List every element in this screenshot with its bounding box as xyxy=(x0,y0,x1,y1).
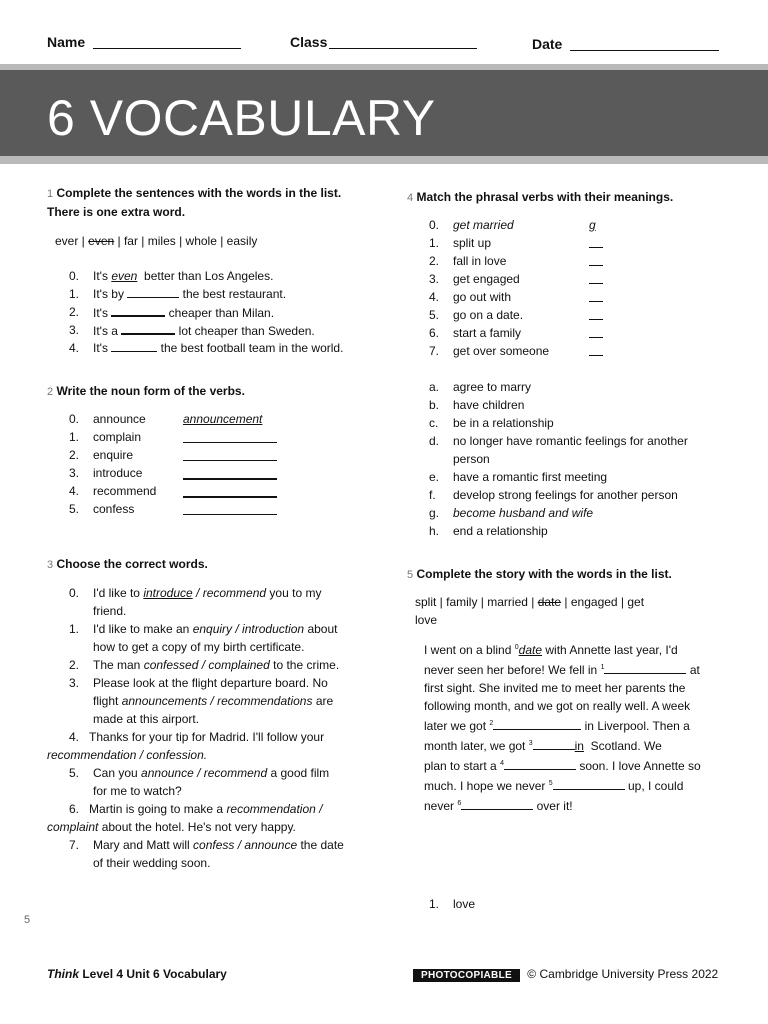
answer-blank[interactable] xyxy=(589,283,603,284)
item-number: 4. xyxy=(429,290,440,304)
exercise-1-items xyxy=(69,267,377,357)
story-text-part: with Annette last year, I'd xyxy=(545,643,678,657)
item-text xyxy=(93,285,286,303)
item-text xyxy=(93,584,377,620)
list-item xyxy=(69,584,377,620)
story-text-part: much. I hope we never xyxy=(424,779,546,793)
page-number: 5 xyxy=(24,914,31,926)
item-text xyxy=(93,303,274,322)
item-number: 4. xyxy=(69,730,80,744)
answer-blank[interactable] xyxy=(183,514,277,515)
item-text-part: flight xyxy=(93,694,119,708)
used-word: even xyxy=(88,234,115,248)
list-item xyxy=(69,428,377,446)
gap-number: 1 xyxy=(600,664,605,671)
footer-copyright xyxy=(413,967,718,982)
item-text xyxy=(93,764,377,800)
phrasal-verb: start a family xyxy=(453,326,522,340)
list-item xyxy=(69,267,377,285)
book-name: Think xyxy=(47,967,79,981)
item-number: 0. xyxy=(69,269,80,283)
exercise-2-instruction: Write the noun form of the verbs. xyxy=(56,384,245,398)
option[interactable]: enquiry / introduction xyxy=(192,622,305,636)
item-text xyxy=(93,836,377,872)
answer-blank[interactable] xyxy=(589,301,603,302)
exercise-2-items xyxy=(69,410,377,518)
verb: complain xyxy=(93,430,142,444)
name-label: Name xyxy=(47,34,86,50)
list-item xyxy=(69,446,377,464)
exercise-4-instruction: Match the phrasal verbs with their meanings. xyxy=(416,190,674,204)
meanings-list xyxy=(429,378,737,540)
list-item xyxy=(429,895,717,913)
item-text-part: I'd like to make an xyxy=(93,622,190,636)
item-text-part: Can you xyxy=(93,766,138,780)
option[interactable]: recommendation / confession. xyxy=(47,748,208,762)
item-number: 6. xyxy=(69,802,80,816)
story-line xyxy=(424,659,717,679)
item-text-part: Martin is going to make a xyxy=(89,802,224,816)
list-item xyxy=(429,216,737,234)
verb: introduce xyxy=(93,466,143,480)
verb: enquire xyxy=(93,448,134,462)
item-text xyxy=(93,321,315,340)
list-item xyxy=(429,414,737,432)
story-line: following month, and we got on really well. A week xyxy=(424,699,691,713)
answer-blank[interactable] xyxy=(183,442,277,443)
story-text-part: never seen her before! We fell in xyxy=(424,663,598,677)
date-field[interactable] xyxy=(570,50,719,51)
book-unit: Level 4 Unit 6 Vocabulary xyxy=(82,967,227,981)
option[interactable]: recommendation / xyxy=(226,802,323,816)
option[interactable]: complaint xyxy=(47,820,99,834)
header-fields xyxy=(0,32,768,56)
list-item xyxy=(47,800,377,836)
example-answer: announcement xyxy=(183,412,263,426)
list-item xyxy=(429,396,737,414)
item-number: 0. xyxy=(69,586,80,600)
exercise-3-instruction: Choose the correct words. xyxy=(56,557,208,571)
item-number: 2. xyxy=(69,305,80,319)
phrasal-verb: split up xyxy=(453,236,492,250)
story-text-part: month later, we got xyxy=(424,739,526,753)
list-item xyxy=(69,303,377,321)
story-text-part: up, I could xyxy=(628,779,684,793)
item-number: 5. xyxy=(429,308,440,322)
meaning: have children xyxy=(453,398,525,412)
class-label: Class xyxy=(290,34,328,50)
item-suffix: cheaper than Milan. xyxy=(168,306,275,320)
item-letter: h. xyxy=(429,524,440,538)
item-text-part: friend. xyxy=(93,604,127,618)
item-number: 7. xyxy=(429,344,440,358)
answer-blank[interactable] xyxy=(533,737,575,750)
item-number: 1. xyxy=(69,622,80,636)
exercise-1-instruction-line2: There is one extra word. xyxy=(47,205,186,219)
gap-number: 3 xyxy=(528,740,533,747)
phrasal-verb: go on a date. xyxy=(453,308,524,322)
exercise-1-wordlist xyxy=(55,232,377,250)
exercise-4-title xyxy=(407,188,737,207)
exercise-5-wordlist xyxy=(415,593,717,629)
story-line xyxy=(424,639,717,659)
photocopiable-badge: PHOTOCOPIABLE xyxy=(413,969,520,982)
answer-blank[interactable] xyxy=(183,478,277,480)
phrasal-verb: go out with xyxy=(453,290,512,304)
item-text-part: about xyxy=(307,622,338,636)
word-list-text: split | family | married | xyxy=(415,595,535,609)
exercise-2-title xyxy=(47,382,377,401)
word-list-text: | far | miles | whole | easily xyxy=(117,234,258,248)
item-number: 3. xyxy=(69,466,80,480)
list-item xyxy=(69,285,377,303)
item-text-part: are xyxy=(315,694,334,708)
item-suffix: better than Los Angeles. xyxy=(144,269,274,283)
list-item xyxy=(429,468,737,486)
footer-book-title xyxy=(47,967,227,981)
list-item xyxy=(429,342,737,360)
phrasal-verb: fall in love xyxy=(453,254,507,268)
exercise-3-title xyxy=(47,555,377,574)
story-line xyxy=(424,715,717,735)
list-item xyxy=(69,339,377,357)
list-item xyxy=(429,486,737,504)
answer-blank[interactable] xyxy=(493,717,581,730)
item-text-part: about the hotel. He's not very happy. xyxy=(101,820,296,834)
word-list-text: love xyxy=(415,613,438,627)
item-prefix: It's xyxy=(93,269,108,283)
meaning: become husband and wife xyxy=(453,506,594,520)
item-suffix: the best football team in the world. xyxy=(160,341,344,355)
answer-blank[interactable] xyxy=(553,777,625,790)
item-suffix: the best restaurant. xyxy=(182,287,287,301)
exercise-4 xyxy=(407,188,737,540)
word-list-text: ever | xyxy=(55,234,85,248)
item-number: 1. xyxy=(429,897,440,911)
list-item xyxy=(69,500,377,518)
answer-blank[interactable] xyxy=(461,797,533,810)
story-line xyxy=(424,795,717,815)
item-text-part: to the crime. xyxy=(273,658,340,672)
banner-stripe-bottom xyxy=(0,156,768,164)
answer-blank[interactable] xyxy=(604,661,686,674)
exercise-number: 3 xyxy=(47,559,54,571)
item-text-part: how to get a copy of my birth certificate. xyxy=(93,640,305,654)
answer-blank[interactable] xyxy=(111,339,157,352)
example-answer: g xyxy=(589,218,596,232)
answer-blank[interactable] xyxy=(183,460,277,461)
list-item xyxy=(429,270,737,288)
list-item xyxy=(69,410,377,428)
name-field[interactable] xyxy=(93,48,241,49)
list-item xyxy=(69,656,377,674)
item-letter: d. xyxy=(429,434,440,448)
list-item xyxy=(69,836,377,872)
answer-blank[interactable] xyxy=(589,319,603,320)
phrasal-verb-list xyxy=(429,216,737,360)
answer-blank[interactable] xyxy=(127,285,179,298)
item-letter: a. xyxy=(429,380,440,394)
list-item xyxy=(429,522,737,540)
list-item xyxy=(429,378,737,396)
list-item xyxy=(429,234,737,252)
answer-text: love xyxy=(453,897,476,911)
answer-blank[interactable] xyxy=(589,265,603,266)
story-text-part: at xyxy=(689,663,700,677)
exercise-number: 2 xyxy=(47,386,54,398)
option[interactable]: announce / recommend xyxy=(141,766,268,780)
item-text xyxy=(93,267,273,285)
meaning-continued: person xyxy=(453,452,490,466)
item-number: 3. xyxy=(69,323,80,337)
item-letter: e. xyxy=(429,470,440,484)
item-suffix: lot cheaper than Sweden. xyxy=(178,324,315,338)
item-number: 1. xyxy=(429,236,440,250)
item-text-part: Please look at the flight departure board. No xyxy=(93,676,328,690)
list-item xyxy=(429,324,737,342)
item-text xyxy=(47,818,377,836)
list-item xyxy=(429,504,737,522)
item-prefix: It's xyxy=(93,341,108,355)
list-item xyxy=(429,252,737,270)
page-title: 6 VOCABULARY xyxy=(47,90,436,146)
phrasal-verb: get engaged xyxy=(453,272,520,286)
exercise-number: 1 xyxy=(47,188,54,200)
option[interactable]: confessed / complained xyxy=(143,658,270,672)
list-item xyxy=(429,306,737,324)
meaning: develop strong feelings for another person xyxy=(453,488,678,502)
item-prefix: It's xyxy=(93,306,108,320)
item-text-part: made at this airport. xyxy=(93,712,200,726)
title-banner xyxy=(0,70,768,156)
exercise-5-instruction: Complete the story with the words in the list. xyxy=(416,567,672,581)
item-text xyxy=(93,674,377,728)
story-line xyxy=(424,775,717,795)
story-text-part: plan to start a xyxy=(424,759,497,773)
list-item xyxy=(47,728,377,764)
item-letter: b. xyxy=(429,398,440,412)
story-text-part: over it! xyxy=(536,799,573,813)
item-text-part: Thanks for your tip for Madrid. I'll follow your xyxy=(89,730,325,744)
meaning: no longer have romantic feelings for another xyxy=(453,434,688,448)
story-text-part: soon. I love Annette so xyxy=(579,759,701,773)
gap-number: 5 xyxy=(548,780,553,787)
answer-blank[interactable] xyxy=(121,321,175,335)
option[interactable]: confess / announce xyxy=(193,838,298,852)
item-text xyxy=(93,339,343,357)
item-text xyxy=(93,620,377,656)
gap-number: 2 xyxy=(489,720,494,727)
word-list-text: | engaged | get xyxy=(564,595,645,609)
item-prefix: It's by xyxy=(93,287,124,301)
list-item xyxy=(69,620,377,656)
exercise-1-instruction-line1: Complete the sentences with the words in the list. xyxy=(56,186,342,200)
gap-number: 0 xyxy=(514,644,519,651)
item-number: 2. xyxy=(69,448,80,462)
item-number: 3. xyxy=(69,676,80,690)
verb: announce xyxy=(93,412,146,426)
answer-blank[interactable] xyxy=(504,757,576,770)
item-text-part: you to my xyxy=(269,586,322,600)
option[interactable]: announcements / recommendations xyxy=(121,694,313,708)
item-letter: g. xyxy=(429,506,440,520)
exercise-5-title xyxy=(407,565,717,584)
item-text-part: a good film xyxy=(270,766,330,780)
verb: confess xyxy=(93,502,135,516)
example-answer: date xyxy=(518,643,543,657)
list-item xyxy=(69,674,377,728)
item-number: 6. xyxy=(429,326,440,340)
exercise-number: 4 xyxy=(407,192,414,204)
answer-blank[interactable] xyxy=(589,337,603,338)
item-number: 5. xyxy=(69,502,80,516)
story-text-part: in Liverpool. Then a xyxy=(584,719,690,733)
exercise-3-items xyxy=(47,584,377,872)
exercise-5 xyxy=(407,565,717,913)
list-item xyxy=(69,764,377,800)
item-letter: c. xyxy=(429,416,439,430)
story-text-part: never xyxy=(424,799,455,813)
item-text xyxy=(69,728,377,746)
item-number: 1. xyxy=(69,287,80,301)
item-text-part: I'd like to xyxy=(93,586,140,600)
gap-number: 6 xyxy=(457,800,462,807)
item-text-part: the date xyxy=(300,838,344,852)
story-text-part: later we got xyxy=(424,719,487,733)
story-text xyxy=(424,639,717,815)
list-item xyxy=(69,482,377,500)
exercise-number: 5 xyxy=(407,569,414,581)
item-text-part: for me to watch? xyxy=(93,784,182,798)
item-number: 0. xyxy=(429,218,440,232)
answer-blank[interactable] xyxy=(589,355,603,356)
gap-number: 4 xyxy=(500,760,504,767)
example-answer: even xyxy=(111,269,138,283)
story-line: first sight. She invited me to meet her parents the xyxy=(424,681,686,695)
item-text xyxy=(69,800,377,818)
answer-blank[interactable] xyxy=(183,496,277,498)
used-word: date xyxy=(537,595,562,609)
story-line xyxy=(424,755,717,775)
story-text-part: in xyxy=(574,739,584,753)
story-line xyxy=(424,735,717,755)
list-item xyxy=(69,321,377,339)
exercise-1 xyxy=(47,184,377,357)
answer-blank[interactable] xyxy=(111,303,165,317)
exercise-2 xyxy=(47,382,377,518)
meaning: have a romantic first meeting xyxy=(453,470,608,484)
story-text-part: I went on a blind xyxy=(424,643,512,657)
item-number: 2. xyxy=(429,254,440,268)
list-item xyxy=(69,464,377,482)
verb: recommend xyxy=(93,484,157,498)
item-number: 3. xyxy=(429,272,440,286)
item-prefix: It's a xyxy=(93,324,118,338)
item-number: 0. xyxy=(69,412,80,426)
option: / recommend xyxy=(196,586,267,600)
item-number: 4. xyxy=(69,341,80,355)
item-text-part: Mary and Matt will xyxy=(93,838,190,852)
story-text-part: Scotland. We xyxy=(590,739,662,753)
item-number: 7. xyxy=(69,838,80,852)
item-number: 1. xyxy=(69,430,80,444)
exercise-1-title xyxy=(47,184,377,221)
example-answer: introduce xyxy=(143,586,193,600)
item-number: 2. xyxy=(69,658,80,672)
class-field[interactable] xyxy=(329,48,477,49)
phrasal-verb: get married xyxy=(453,218,514,232)
list-item xyxy=(429,432,737,468)
date-label: Date xyxy=(532,36,563,52)
list-item xyxy=(429,288,737,306)
item-text-part: of their wedding soon. xyxy=(93,856,211,870)
answer-blank[interactable] xyxy=(589,247,603,248)
meaning: agree to marry xyxy=(453,380,532,394)
copyright-text: © Cambridge University Press 2022 xyxy=(527,967,719,981)
item-number: 4. xyxy=(69,484,80,498)
item-text xyxy=(93,656,377,674)
item-text-part: The man xyxy=(93,658,141,672)
meaning: end a relationship xyxy=(453,524,548,538)
exercise-3 xyxy=(47,555,377,872)
phrasal-verb: get over someone xyxy=(453,344,550,358)
item-letter: f. xyxy=(429,488,436,502)
item-number: 5. xyxy=(69,766,80,780)
meaning: be in a relationship xyxy=(453,416,554,430)
